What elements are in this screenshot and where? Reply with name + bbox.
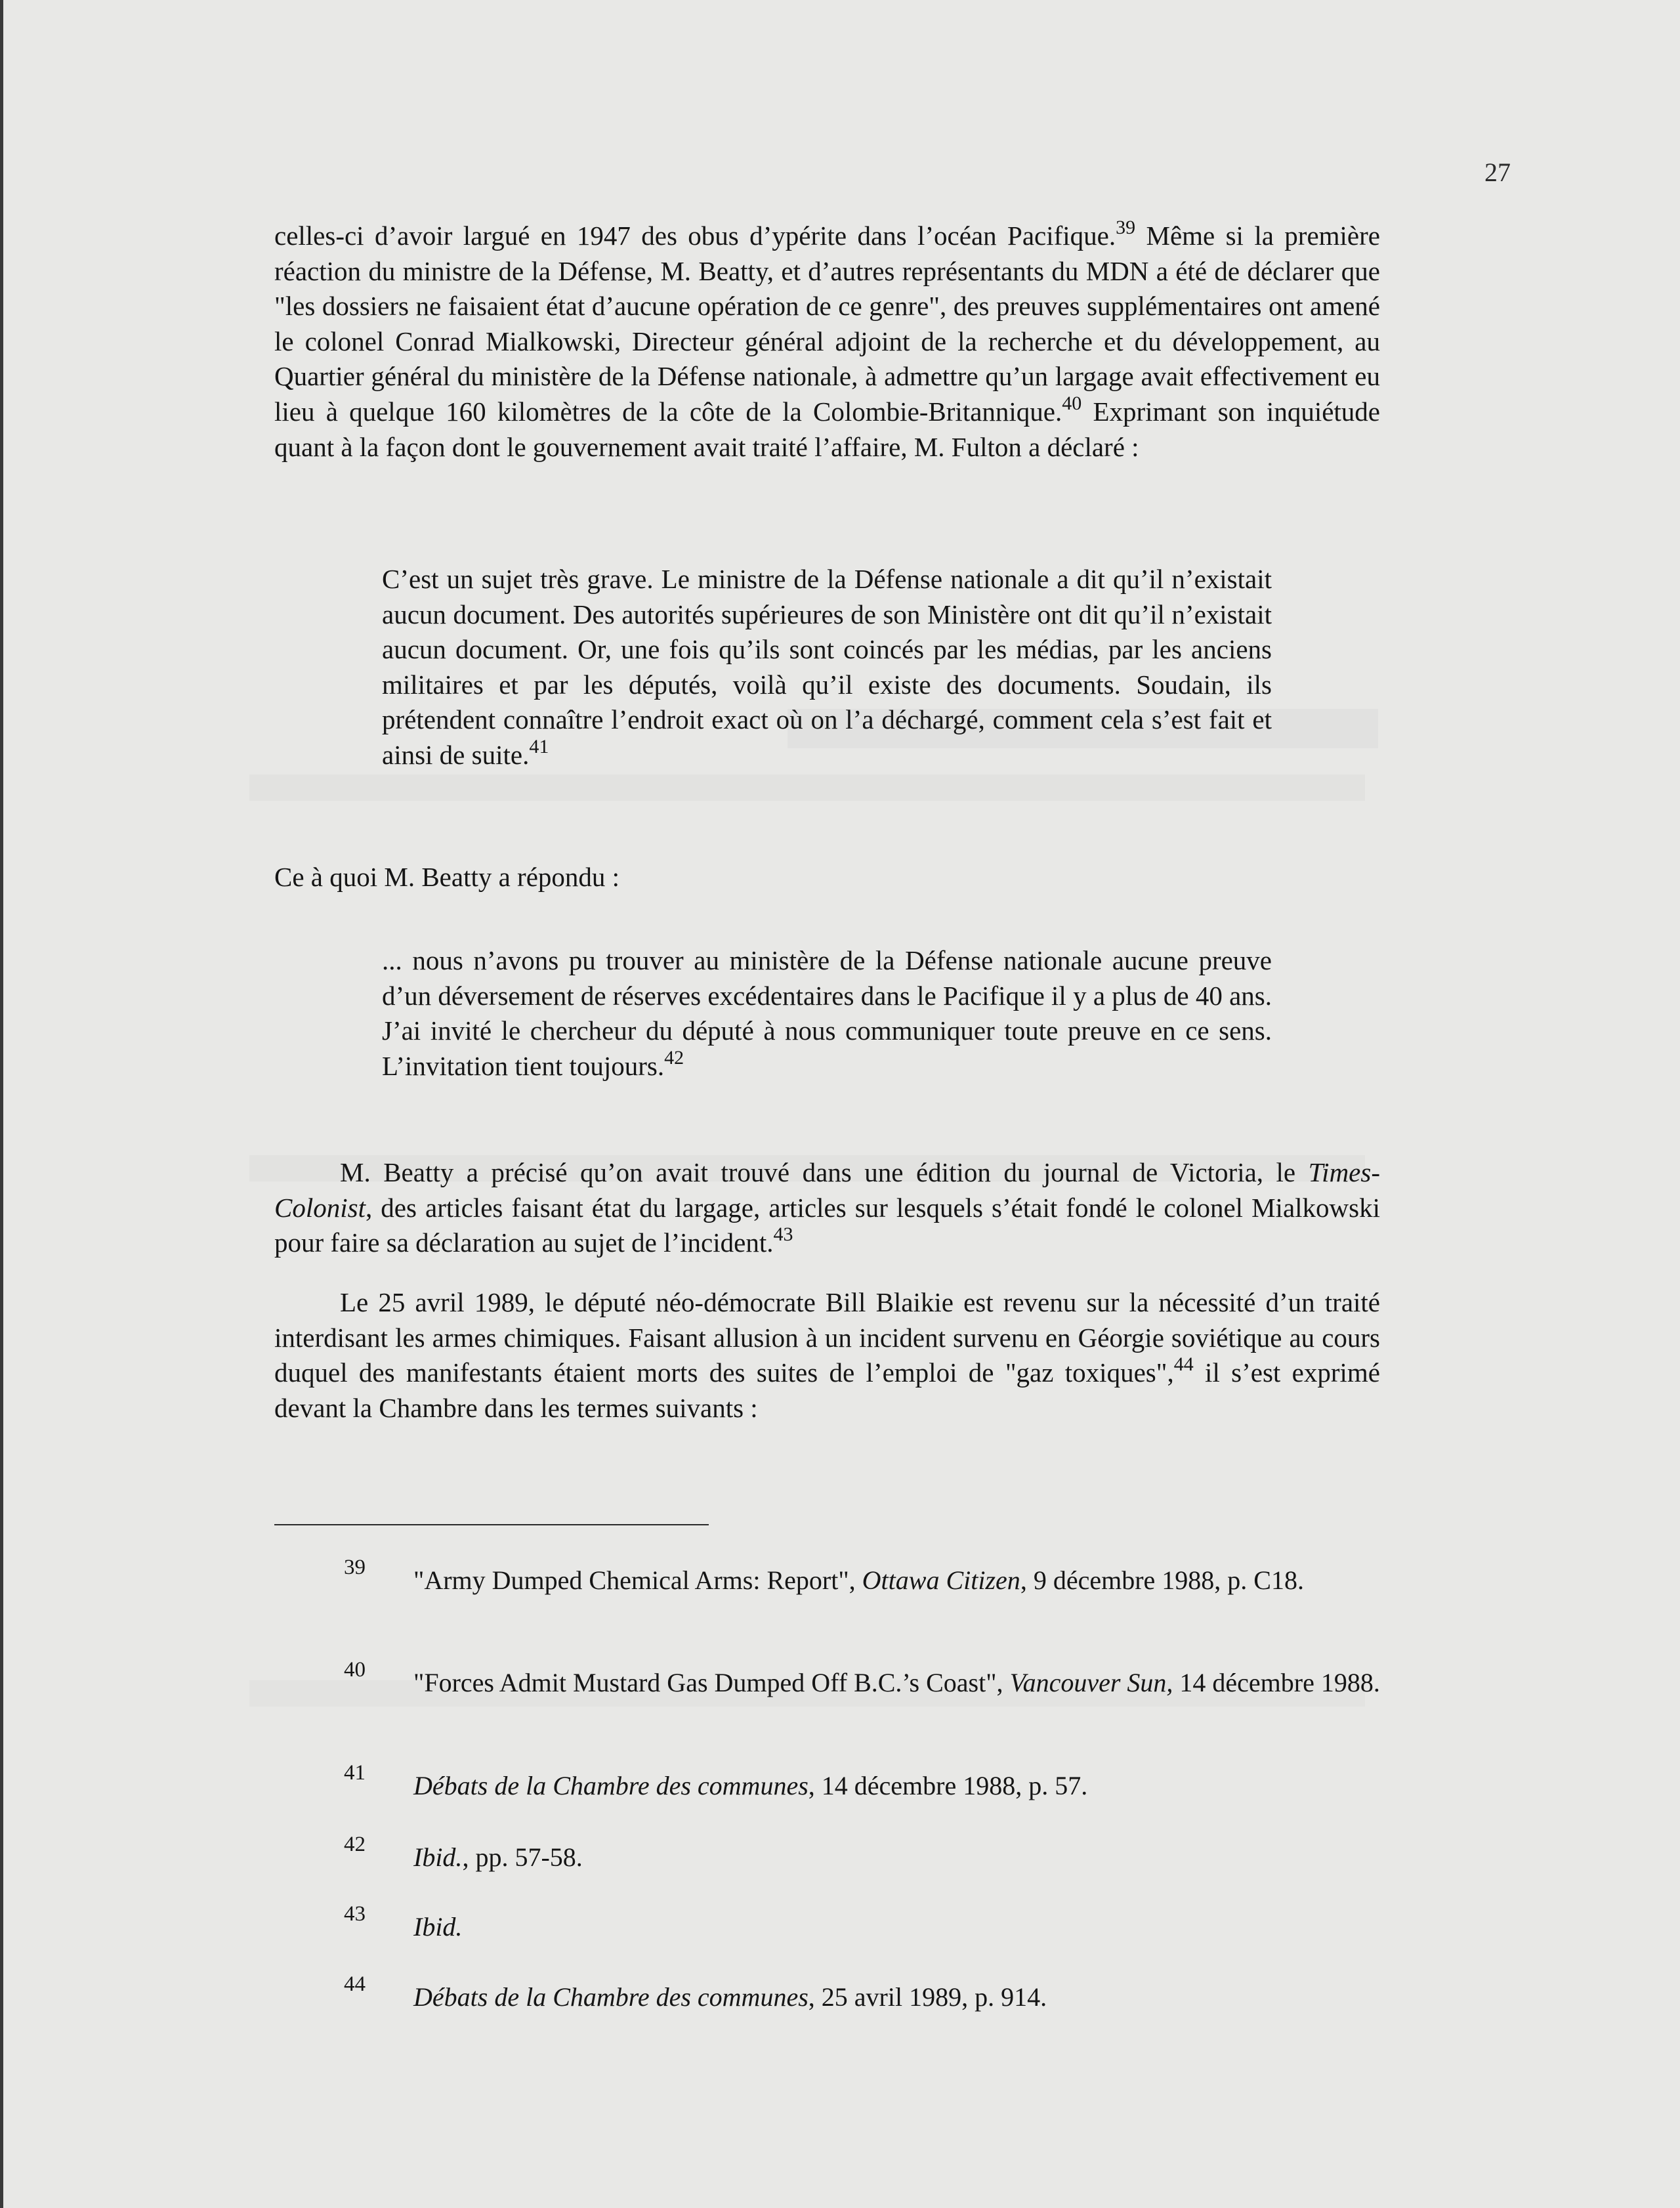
footnote-citation: "Army Dumped Chemical Arms: Report",	[413, 1565, 862, 1595]
footnote-source: Débats de la Chambre des communes	[413, 1982, 808, 2012]
footnote-text	[413, 1563, 1380, 1598]
body-paragraph	[274, 860, 1380, 895]
footnote-number: 41	[344, 1761, 366, 1785]
newspaper-title: Times-Colonist	[274, 1157, 1380, 1223]
paragraph-text: il s’est exprimé devant la Chambre dans les termes suivants :	[274, 1357, 1380, 1423]
footnote-ref[interactable]: 40	[1062, 392, 1082, 414]
footnote-citation: "Forces Admit Mustard Gas Dumped Off B.C.’s Coast",	[413, 1668, 1010, 1697]
footnote-ref[interactable]: 41	[529, 735, 549, 757]
footnote-separator	[274, 1524, 709, 1525]
footnote-number: 40	[344, 1658, 366, 1682]
footnote	[274, 1556, 1380, 1642]
footnote-source: Vancouver Sun,	[1009, 1668, 1173, 1697]
paragraph-text: Même si la première réaction du ministre de la Défense, M. Beatty, et d’autres représentants du MDN a été de déclarer que "les dossiers ne faisaient état d’aucune opération de ce genre", des preuves supplémentaires ont amené le colonel Conrad Mialkowski, Directeur général adjoint de la recherche et du développement, au Quartier général du ministère de la Défense nationale, à admettre qu’un largage avait effectivement eu lieu à quelque 160 kilomètres de la côte de la Colombie-Britannique.	[274, 221, 1380, 427]
quote-text: C’est un sujet très grave. Le ministre de la Défense nationale a dit qu’il n’existait aucun document. Des autorités supérieures de son Ministère ont dit qu’il n’existait aucun document. Or, une fois qu’ils sont coincés par les médias, par les anciens militaires et par les députés, voilà qu’il existe des documents. Soudain, ils prétendent connaître l’endroit exact où on l’a déchargé, comment cela s’est fait et ainsi de suite.	[382, 564, 1272, 770]
footnote-source: Ibid.	[413, 1912, 463, 1942]
paragraph-text: celles-ci d’avoir largué en 1947 des obus d’ypérite dans l’océan Pacifique.	[274, 221, 1116, 251]
footnote-citation: , 25 avril 1989, p. 914.	[808, 1982, 1047, 2012]
block-quote	[382, 943, 1272, 1084]
footnote-ref[interactable]: 39	[1116, 217, 1136, 238]
body-paragraph	[274, 1285, 1380, 1426]
footnote-source: Ottawa Citizen	[862, 1565, 1020, 1595]
footnote-citation: , 14 décembre 1988, p. 57.	[808, 1771, 1088, 1800]
page-number: 27	[1484, 158, 1511, 187]
block-quote	[382, 562, 1272, 773]
body-paragraph	[274, 219, 1380, 465]
footnote	[274, 1833, 1380, 1919]
footnote-citation: , 9 décembre 1988, p. C18.	[1020, 1565, 1304, 1595]
footnote	[274, 1761, 1380, 1848]
quote-text: ... nous n’avons pu trouver au ministère de la Défense nationale aucune preuve d’un déversement de réserves excédentaires dans le Pacifique il y a plus de 40 ans. J’ai invité le chercheur du député à nous communiquer toute preuve en ce sens. L’invitation tient toujours.	[382, 945, 1272, 1081]
footnote-text	[413, 1769, 1380, 1803]
footnote-ref[interactable]: 42	[664, 1046, 684, 1069]
footnote-ref[interactable]: 43	[773, 1223, 793, 1246]
footnote-text	[413, 1666, 1380, 1700]
footnote-source: Ibid.	[413, 1842, 463, 1872]
footnote	[274, 1972, 1380, 2059]
bleed-through-shadow	[249, 775, 1365, 801]
paragraph-text: Exprimant son inquiétude quant à la façon dont le gouvernement avait traité l’affaire, M. Fulton a déclaré :	[274, 396, 1380, 462]
footnote-number: 44	[344, 1972, 366, 1996]
paragraph-text: Le 25 avril 1989, le député néo-démocrate Bill Blaikie est revenu sur la nécessité d’un traité interdisant les armes chimiques. Faisant allusion à un incident survenu en Géorgie soviétique au cours duquel des manifestants étaient morts des suites de l’emploi de "gaz toxiques",	[274, 1287, 1380, 1388]
footnote-number: 43	[344, 1902, 366, 1926]
paragraph-text: Ce à quoi M. Beatty a répondu :	[274, 862, 620, 892]
footnote-number: 42	[344, 1833, 366, 1856]
footnote-text	[413, 1980, 1380, 2014]
paragraph-text: M. Beatty a précisé qu’on avait trouvé dans une édition du journal de Victoria, le	[340, 1157, 1309, 1187]
footnote-text	[413, 1840, 1380, 1875]
body-paragraph	[274, 1155, 1380, 1261]
paragraph-text: , des articles faisant état du largage, articles sur lesquels s’était fondé le colonel Mialkowski pour faire sa déclaration au sujet de l’incident.	[274, 1192, 1380, 1258]
footnote-number: 39	[344, 1556, 366, 1579]
footnote-citation: , pp. 57-58.	[462, 1842, 583, 1872]
footnote-citation: 14 décembre 1988.	[1173, 1668, 1380, 1697]
footnote-text	[413, 1910, 1380, 1944]
footnote-source: Débats de la Chambre des communes	[413, 1771, 808, 1800]
scan-left-edge	[0, 0, 3, 2208]
footnote	[274, 1658, 1380, 1745]
footnote-ref[interactable]: 44	[1173, 1353, 1194, 1376]
footnote	[274, 1902, 1380, 1989]
